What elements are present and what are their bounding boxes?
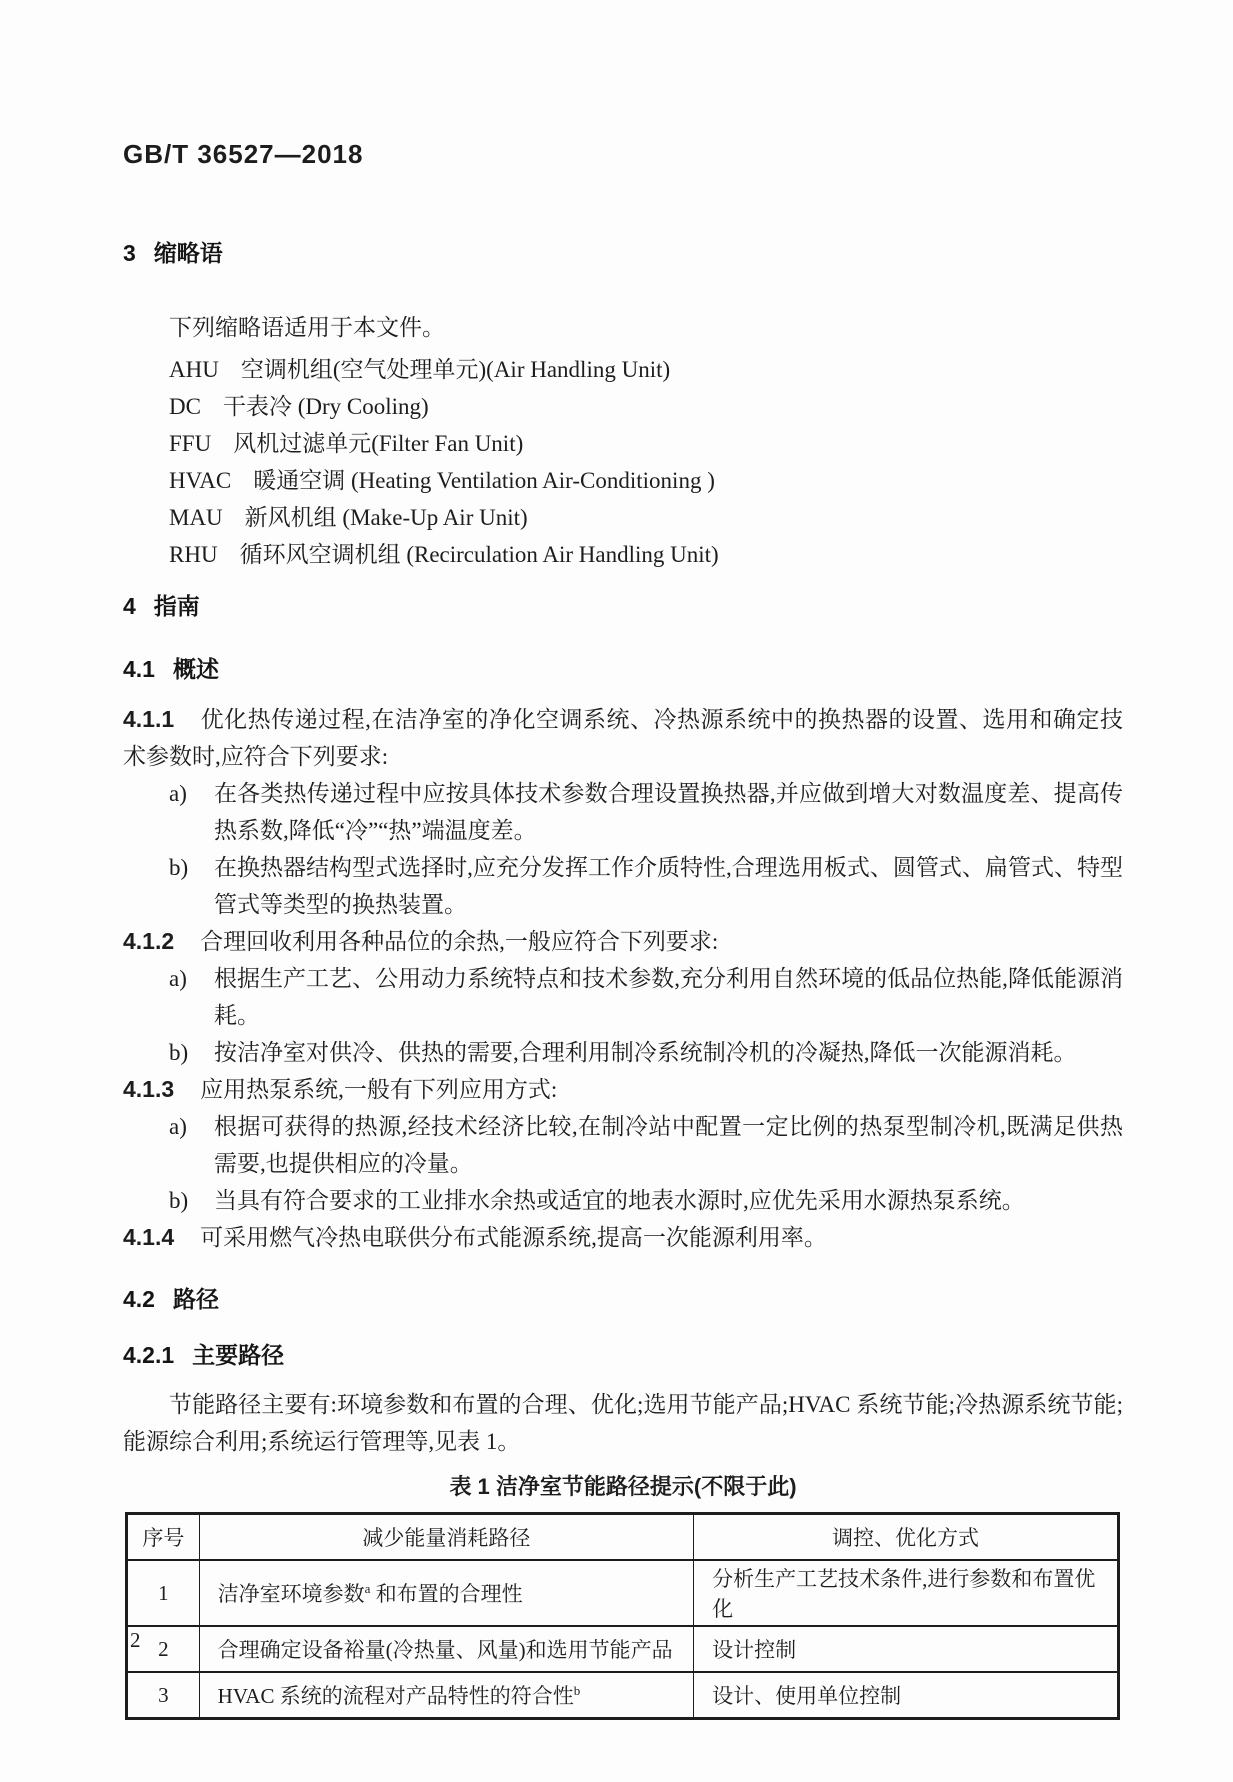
section-4-2-heading: [123, 1284, 1123, 1314]
cell-path: [199, 1672, 693, 1719]
abbreviation-item-ffu: [123, 425, 1123, 462]
column-header-method: 调控、优化方式: [694, 1514, 1119, 1561]
cell-method: 分析生产工艺技术条件,进行参数和布置优化: [694, 1560, 1119, 1626]
cell-method: 设计控制: [694, 1626, 1119, 1672]
table-row: [127, 1626, 1119, 1672]
document-number: GB/T 36527—2018: [123, 139, 364, 169]
section-4-2-title: 路径: [172, 1286, 219, 1312]
table-1-title: 表 1 洁净室节能路径提示(不限于此): [449, 1474, 797, 1499]
abbreviation-item-ahu: [123, 351, 1123, 388]
table-header-row: [127, 1514, 1119, 1561]
section-4-1-heading: [123, 654, 1123, 684]
section-4-2-1-heading: [123, 1340, 1123, 1370]
abbr-definition: 干表冷 (Dry Cooling): [222, 394, 429, 419]
cell-no: 2: [127, 1626, 200, 1672]
list-item-label: b): [169, 1188, 189, 1213]
cell-path-text: HVAC 系统的流程对产品特性的符合性: [217, 1684, 574, 1708]
clause-4-1-1: [123, 701, 1123, 775]
cell-path: [199, 1560, 693, 1626]
abbr-definition: 新风机组 (Make-Up Air Unit): [244, 505, 528, 530]
section-3-number: 3: [123, 240, 136, 266]
footnote-marker: b: [573, 1683, 581, 1698]
abbr-key: MAU: [169, 505, 223, 530]
cell-path: [199, 1626, 693, 1672]
list-item-text: 按洁净室对供冷、供热的需要,合理利用制冷系统制冷机的冷凝热,降低一次能源消耗。: [214, 1040, 1077, 1065]
table-1: [125, 1512, 1120, 1720]
list-item-text: 在换热器结构型式选择时,应充分发挥工作介质特性,合理选用板式、圆管式、扁管式、特型管式等类型的换热装置。: [214, 855, 1123, 917]
abbreviation-item-dc: [123, 388, 1123, 425]
column-header-path: 减少能量消耗路径: [199, 1514, 693, 1561]
abbr-key: FFU: [169, 431, 212, 456]
section-4-2-1-number: 4.2.1: [123, 1342, 175, 1368]
list-item-label: a): [169, 966, 187, 991]
abbreviation-item-rhu: [123, 536, 1123, 573]
section-4-1-number: 4.1: [123, 656, 155, 682]
clause-number: 4.1.4: [123, 1224, 175, 1250]
column-header-no: 序号: [127, 1514, 200, 1561]
clause-number: 4.1.1: [123, 706, 175, 732]
list-item-text: 根据可获得的热源,经技术经济比较,在制冷站中配置一定比例的热泵型制冷机,既满足供热需要,也提供相应的冷量。: [214, 1114, 1123, 1176]
list-item-text: 在各类热传递过程中应按具体技术参数合理设置换热器,并应做到增大对数温度差、提高传热系数,降低“冷”“热”端温度差。: [214, 781, 1123, 843]
list-item-text: 根据生产工艺、公用动力系统特点和技术参数,充分利用自然环境的低品位热能,降低能源消耗。: [214, 966, 1123, 1028]
clause-4-1-3: [123, 1071, 1123, 1108]
list-item-label: a): [169, 1114, 187, 1139]
clause-text: 优化热传递过程,在洁净室的净化空调系统、冷热源系统中的换热器的设置、选用和确定技术参数时,应符合下列要求:: [123, 707, 1123, 769]
clause-text: 合理回收利用各种品位的余热,一般应符合下列要求:: [200, 929, 719, 954]
section-4-heading: [123, 591, 1123, 621]
clause-number: 4.1.3: [123, 1076, 175, 1102]
clause-text: 可采用燃气冷热电联供分布式能源系统,提高一次能源利用率。: [200, 1225, 827, 1250]
list-item-b: [123, 849, 1123, 923]
paths-paragraph: 节能路径主要有:环境参数和布置的合理、优化;选用节能产品;HVAC 系统节能;冷热源系统节能;能源综合利用;系统运行管理等,见表 1。: [123, 1392, 1123, 1454]
abbreviations-intro: 下列缩略语适用于本文件。: [169, 315, 445, 340]
list-item-b: [123, 1182, 1123, 1219]
footnote-marker: a: [364, 1581, 371, 1596]
abbr-definition: 空调机组(空气处理单元)(Air Handling Unit): [240, 357, 671, 382]
table-row: [127, 1560, 1119, 1626]
list-item-label: a): [169, 781, 187, 806]
clause-4-1-4: [123, 1219, 1123, 1256]
cell-no: 3: [127, 1672, 200, 1719]
section-4-number: 4: [123, 593, 136, 619]
abbr-key: DC: [169, 394, 201, 419]
cell-path-text: 合理确定设备裕量(冷热量、风量)和选用节能产品: [217, 1638, 673, 1662]
list-item-a: [123, 960, 1123, 1034]
cell-path-text: 和布置的合理性: [370, 1582, 523, 1606]
clause-4-1-2: [123, 923, 1123, 960]
cell-no: 1: [127, 1560, 200, 1626]
list-item-label: b): [169, 1040, 189, 1065]
section-4-2-number: 4.2: [123, 1286, 155, 1312]
table-row: [127, 1672, 1119, 1719]
section-4-2-1-title: 主要路径: [192, 1342, 285, 1368]
list-item-a: [123, 775, 1123, 849]
abbr-key: RHU: [169, 542, 218, 567]
clause-text: 应用热泵系统,一般有下列应用方式:: [200, 1077, 558, 1102]
abbr-key: AHU: [169, 357, 219, 382]
abbr-definition: 风机过滤单元(Filter Fan Unit): [233, 431, 524, 456]
list-item-a: [123, 1108, 1123, 1182]
list-item-b: [123, 1034, 1123, 1071]
page-content: [123, 0, 1123, 1720]
section-3-heading: [123, 238, 1123, 268]
cell-path-text: 洁净室环境参数: [217, 1582, 365, 1606]
clause-number: 4.1.2: [123, 928, 175, 954]
abbreviation-item-hvac: [123, 462, 1123, 499]
clause-list: [123, 701, 1123, 1256]
cell-method: 设计、使用单位控制: [694, 1672, 1119, 1719]
page-number: 2: [130, 1628, 141, 1652]
section-4-1-title: 概述: [172, 656, 219, 682]
abbreviation-list: [123, 351, 1123, 573]
abbreviation-item-mau: [123, 499, 1123, 536]
abbr-definition: 循环风空调机组 (Recirculation Air Handling Unit): [239, 542, 719, 567]
list-item-label: b): [169, 855, 189, 880]
abbr-key: HVAC: [169, 468, 232, 493]
abbr-definition: 暖通空调 (Heating Ventilation Air-Conditioning ): [253, 468, 715, 493]
section-4-title: 指南: [153, 593, 200, 619]
section-3-title: 缩略语: [153, 240, 223, 266]
list-item-text: 当具有符合要求的工业排水余热或适宜的地表水源时,应优先采用水源热泵系统。: [214, 1188, 1025, 1213]
